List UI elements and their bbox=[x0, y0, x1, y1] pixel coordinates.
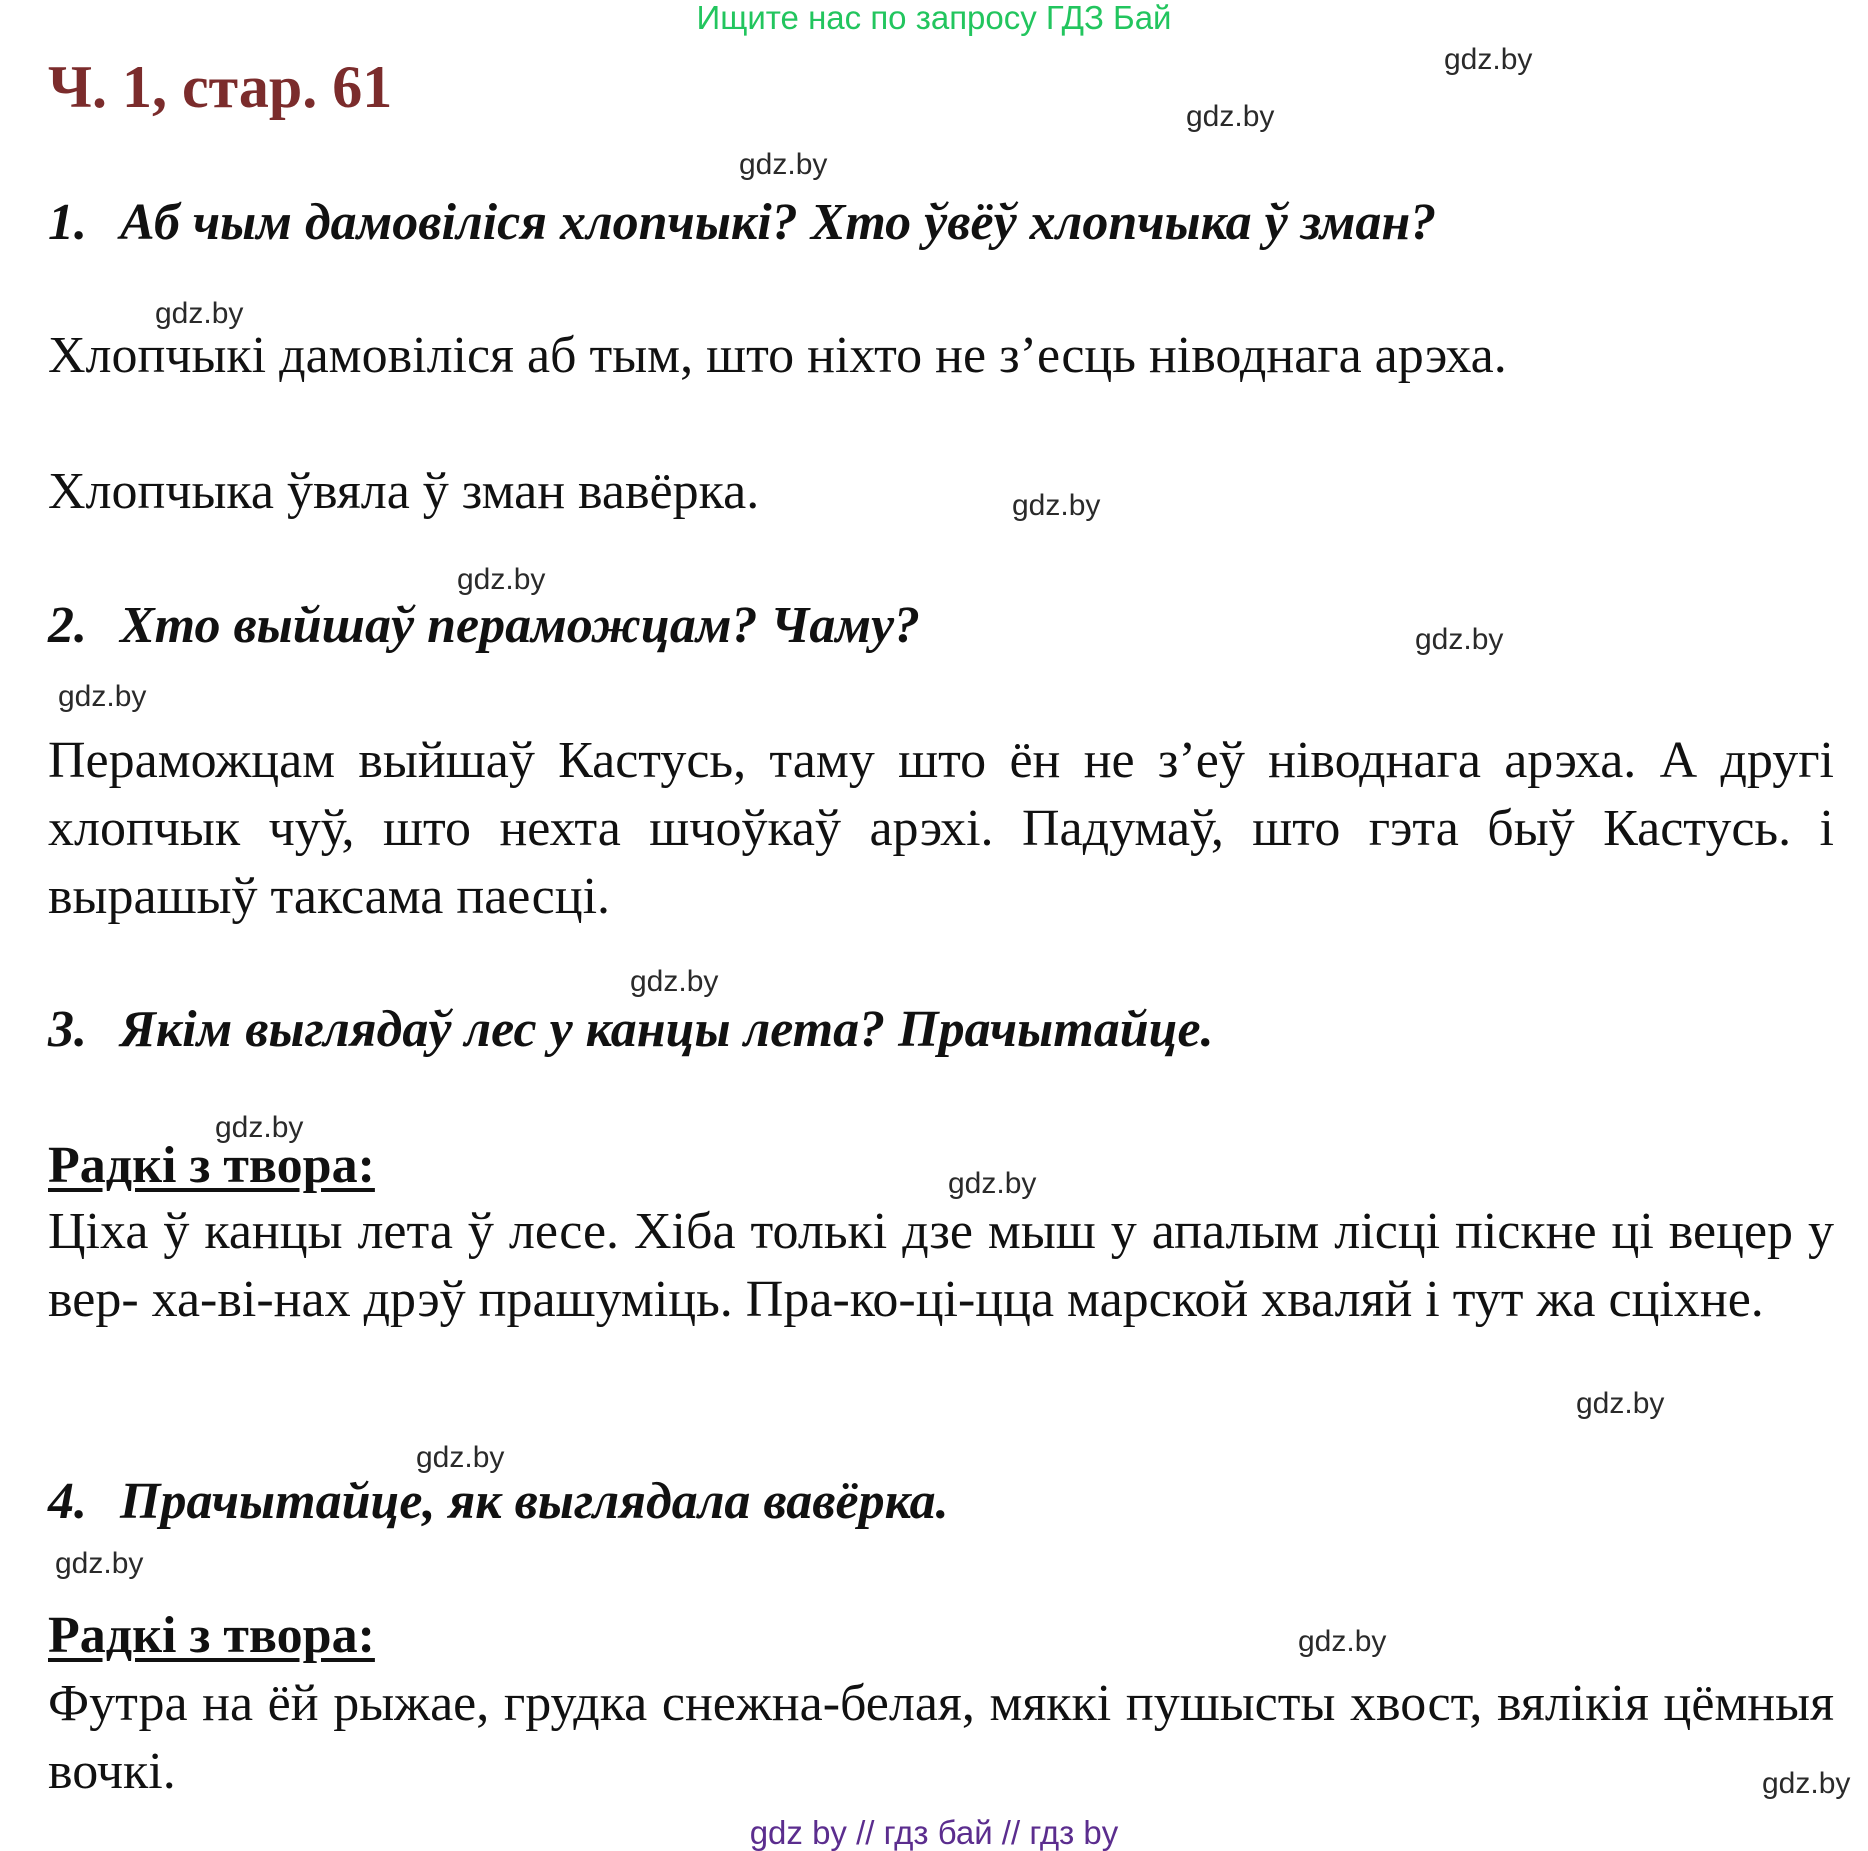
question-3 bbox=[48, 999, 1214, 1061]
answer-paragraph: Хлопчыка ўвяла ў зман вавёрка. bbox=[48, 463, 760, 520]
answer-paragraph: Пераможцам выйшаў Кастусь, таму што ён не з’еў ніводнага арэха. А другі хлопчык чуў, што нехта шчоўкаў арэхі. Падумаў, што гэта быў Кастусь. і вырашыў таксама паесці. bbox=[48, 732, 1834, 925]
watermark: gdz.by bbox=[739, 148, 828, 181]
watermark: gdz.by bbox=[1186, 100, 1275, 133]
question-2 bbox=[48, 595, 920, 657]
question-text: Хто выйшаў пераможцам? Чаму? bbox=[120, 597, 921, 654]
watermark: gdz.by bbox=[1576, 1387, 1665, 1420]
answer-paragraph: Футра на ёй рыжае, грудка снежна-белая, мяккі пушысты хвост, вялікія цёмныя вочкі. bbox=[48, 1675, 1834, 1800]
watermark: gdz.by bbox=[416, 1441, 505, 1474]
watermark: gdz.by bbox=[948, 1167, 1037, 1200]
question-text: Якім выглядаў лес у канцы лета? Прачытайце. bbox=[120, 1001, 1214, 1058]
search-hint-banner: Ищите нас по запросу ГДЗ Бай bbox=[696, 0, 1172, 36]
watermark: gdz.by bbox=[155, 297, 244, 330]
question-1 bbox=[48, 192, 1436, 254]
question-number: 4. bbox=[48, 1473, 87, 1530]
quote-subheading: Радкі з твора: bbox=[48, 1137, 375, 1194]
watermark: gdz.by bbox=[1444, 43, 1533, 76]
question-4 bbox=[48, 1471, 949, 1533]
watermark: gdz.by bbox=[1762, 1767, 1851, 1800]
watermark: gdz.by bbox=[58, 680, 147, 713]
watermark: gdz.by bbox=[630, 965, 719, 998]
question-number: 3. bbox=[48, 1001, 87, 1058]
question-number: 2. bbox=[48, 597, 87, 654]
watermark: gdz.by bbox=[1298, 1625, 1387, 1658]
watermark: gdz.by bbox=[1012, 489, 1101, 522]
watermark: gdz.by bbox=[1415, 623, 1504, 656]
question-text: Прачытайце, як выглядала вавёрка. bbox=[120, 1473, 949, 1530]
watermark: gdz.by bbox=[55, 1547, 144, 1580]
watermark: gdz.by bbox=[215, 1111, 304, 1144]
watermark: gdz.by bbox=[457, 563, 546, 596]
question-text: Аб чым дамовіліся хлопчыкі? Хто ўвёў хлопчыка ў зман? bbox=[120, 194, 1437, 251]
question-number: 1. bbox=[48, 194, 87, 251]
page-title: Ч. 1, стар. 61 bbox=[48, 54, 393, 120]
quote-subheading: Радкі з твора: bbox=[48, 1607, 375, 1664]
answer-paragraph: Ціха ў канцы лета ў лесе. Хіба толькі дзе мыш у апалым лісцi піскне ці вецер у вер- ха-ві-нах дрэў прашуміць. Пра-ко-ці-цца марской хваляй і тут жа сціхне. bbox=[48, 1203, 1834, 1328]
answer-paragraph: Хлопчыкі дамовіліся аб тым, што ніхто не з’есць ніводнага арэха. bbox=[48, 327, 1507, 384]
footer-watermark: gdz by // гдз бай // гдз by bbox=[749, 1814, 1119, 1851]
